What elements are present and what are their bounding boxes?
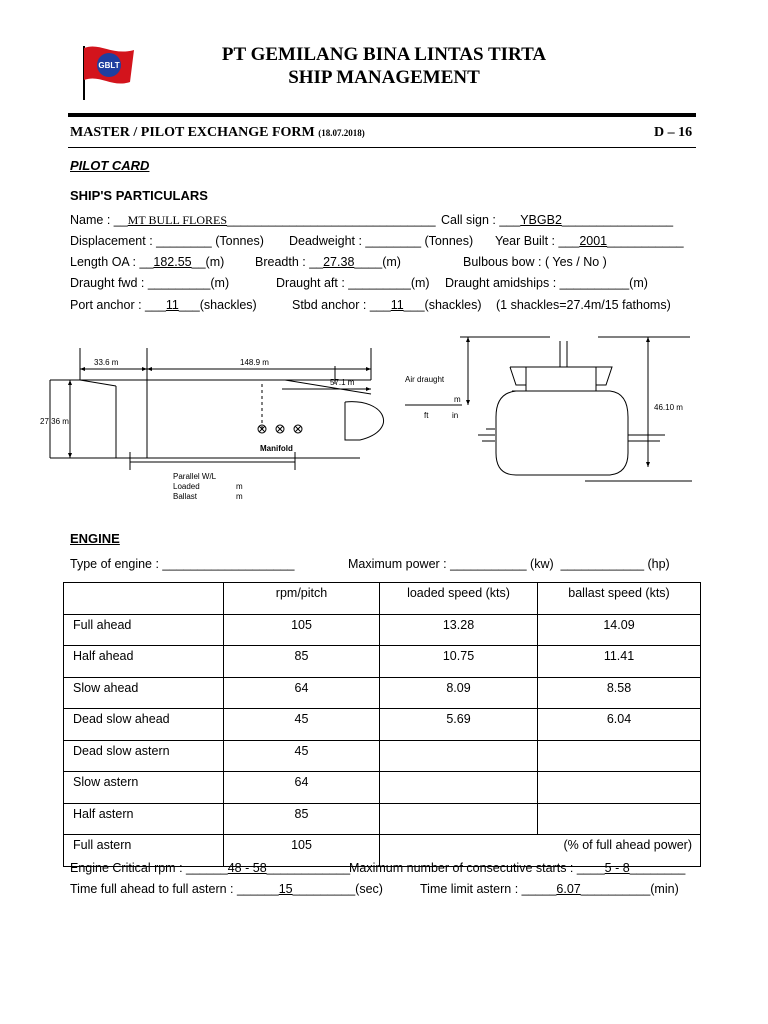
full-astern-note: (% of full ahead power) — [380, 835, 701, 867]
dim-aft-label: 33.6 m — [94, 358, 119, 367]
loaded-label: Loaded — [173, 482, 200, 491]
stbd-anchor-value: 11 — [390, 298, 404, 312]
table-row — [64, 709, 701, 741]
row-loaded: 8.09 — [380, 677, 538, 709]
critical-rpm-field: Engine Critical rpm : ______48 - 58____________ — [70, 861, 351, 875]
row-label: Slow astern — [64, 772, 224, 804]
critical-rpm-value: 48 - 58 — [227, 861, 267, 875]
table-row — [64, 646, 701, 678]
air-draught-label: Air draught — [405, 375, 445, 384]
draught-aft-field: Draught aft : _________(m) — [276, 276, 430, 290]
row-label: Half ahead — [64, 646, 224, 678]
ship-name: MT BULL FLORES — [127, 213, 228, 227]
engine-speed-table — [63, 582, 701, 867]
row-ballast — [538, 740, 701, 772]
row-loaded: 13.28 — [380, 614, 538, 646]
air-draught-diagram — [400, 325, 700, 495]
air-draught-m: m — [454, 395, 461, 404]
name-field: Name : __MT BULL FLORES______________________________ — [70, 213, 436, 227]
engine-type-field: Type of engine : ___________________ — [70, 557, 295, 571]
row-loaded — [380, 803, 538, 835]
port-anchor-field: Port anchor : ___11___(shackles) — [70, 298, 257, 312]
full-ahead-astern-time-field: Time full ahead to full astern : ______15_________(sec) — [70, 882, 383, 896]
full-ahead-astern-time-value: 15 — [278, 882, 293, 896]
row-rpm: 45 — [224, 740, 380, 772]
shackle-note: (1 shackles=27.4m/15 fathoms) — [496, 298, 671, 312]
row-rpm: 85 — [224, 803, 380, 835]
row-rpm: 64 — [224, 772, 380, 804]
beam-label: 27.36 m — [40, 417, 69, 426]
air-draught-in: in — [452, 411, 459, 420]
col-rpm: rpm/pitch — [224, 583, 380, 615]
air-draught-ft: ft — [424, 411, 429, 420]
table-row — [64, 740, 701, 772]
form-code: D – 16 — [654, 125, 693, 140]
row-ballast — [538, 772, 701, 804]
particulars-heading: SHIP'S PARTICULARS — [70, 188, 208, 203]
row-loaded — [380, 772, 538, 804]
parallel-wl-label: Parallel W/L — [173, 472, 217, 481]
length-field: Length OA : __182.55__(m) — [70, 255, 225, 269]
manifold-label: Manifold — [260, 444, 293, 453]
time-limit-astern-field: Time limit astern : _____6.07__________(min) — [420, 882, 679, 896]
table-header-row — [64, 583, 701, 615]
yearbuilt-field: Year Built : ___2001___________ — [495, 234, 684, 248]
bulbous-bow-field: Bulbous bow : ( Yes / No ) — [463, 255, 607, 269]
row-ballast: 8.58 — [538, 677, 701, 709]
row-label: Slow ahead — [64, 677, 224, 709]
row-ballast — [538, 803, 701, 835]
consecutive-starts-value: 5 - 8 — [604, 861, 630, 875]
draught-mid-field: Draught amidships : __________(m) — [445, 276, 648, 290]
max-power-field: Maximum power : ___________ (kw) ____________ (hp) — [348, 557, 670, 571]
col-ballast: ballast speed (kts) — [538, 583, 701, 615]
row-rpm: 45 — [224, 709, 380, 741]
height-label: 46.10 m — [654, 403, 683, 412]
row-label: Dead slow astern — [64, 740, 224, 772]
ballast-unit: m — [236, 492, 243, 501]
row-loaded — [380, 740, 538, 772]
engine-heading: ENGINE — [70, 531, 120, 546]
col-loaded: loaded speed (kts) — [380, 583, 538, 615]
row-rpm: 105 — [224, 614, 380, 646]
form-date: (18.07.2018) — [318, 128, 365, 138]
draught-fwd-field: Draught fwd : _________(m) — [70, 276, 230, 290]
ship-plan-diagram — [30, 340, 400, 510]
row-label: Full ahead — [64, 614, 224, 646]
displacement-field: Displacement : ________ (Tonnes) — [70, 234, 264, 248]
table-row — [64, 803, 701, 835]
form-divider — [68, 147, 696, 148]
deadweight-field: Deadweight : ________ (Tonnes) — [289, 234, 474, 248]
port-anchor-value: 11 — [165, 298, 179, 312]
row-rpm: 64 — [224, 677, 380, 709]
dim-mid-label: 148.9 m — [240, 358, 269, 367]
table-row — [64, 614, 701, 646]
row-loaded: 10.75 — [380, 646, 538, 678]
consecutive-starts-field: Maximum number of consecutive starts : ____5 - 8________ — [349, 861, 686, 875]
table-row — [64, 677, 701, 709]
division-name: SHIP MANAGEMENT — [288, 67, 480, 88]
loaded-unit: m — [236, 482, 243, 491]
logo-text: GBLT — [98, 61, 120, 70]
stbd-anchor-field: Stbd anchor : ___11___(shackles) — [292, 298, 482, 312]
form-title: MASTER / PILOT EXCHANGE FORM (18.07.2018) — [70, 125, 365, 140]
ballast-label: Ballast — [173, 492, 198, 501]
row-rpm: 105 — [224, 835, 380, 867]
row-label: Full astern — [64, 835, 224, 867]
row-loaded: 5.69 — [380, 709, 538, 741]
header-divider — [68, 113, 696, 117]
yearbuilt-value: 2001 — [579, 234, 608, 248]
breadth-value: 27.38 — [323, 255, 355, 269]
row-ballast: 6.04 — [538, 709, 701, 741]
row-rpm: 85 — [224, 646, 380, 678]
table-header-blank — [64, 583, 224, 615]
callsign-value: YBGB2 — [520, 213, 562, 227]
pilot-card-heading: PILOT CARD — [70, 158, 150, 173]
row-ballast: 11.41 — [538, 646, 701, 678]
company-name: PT GEMILANG BINA LINTAS TIRTA — [221, 44, 547, 65]
row-label: Dead slow ahead — [64, 709, 224, 741]
row-ballast: 14.09 — [538, 614, 701, 646]
row-label: Half astern — [64, 803, 224, 835]
length-value: 182.55 — [153, 255, 192, 269]
time-limit-astern-value: 6.07 — [556, 882, 581, 896]
breadth-field: Breadth : __27.38____(m) — [255, 255, 401, 269]
dim-fwd-label: 57.1 m — [330, 378, 355, 387]
table-row — [64, 772, 701, 804]
callsign-field: Call sign : ___YBGB2________________ — [441, 213, 674, 227]
